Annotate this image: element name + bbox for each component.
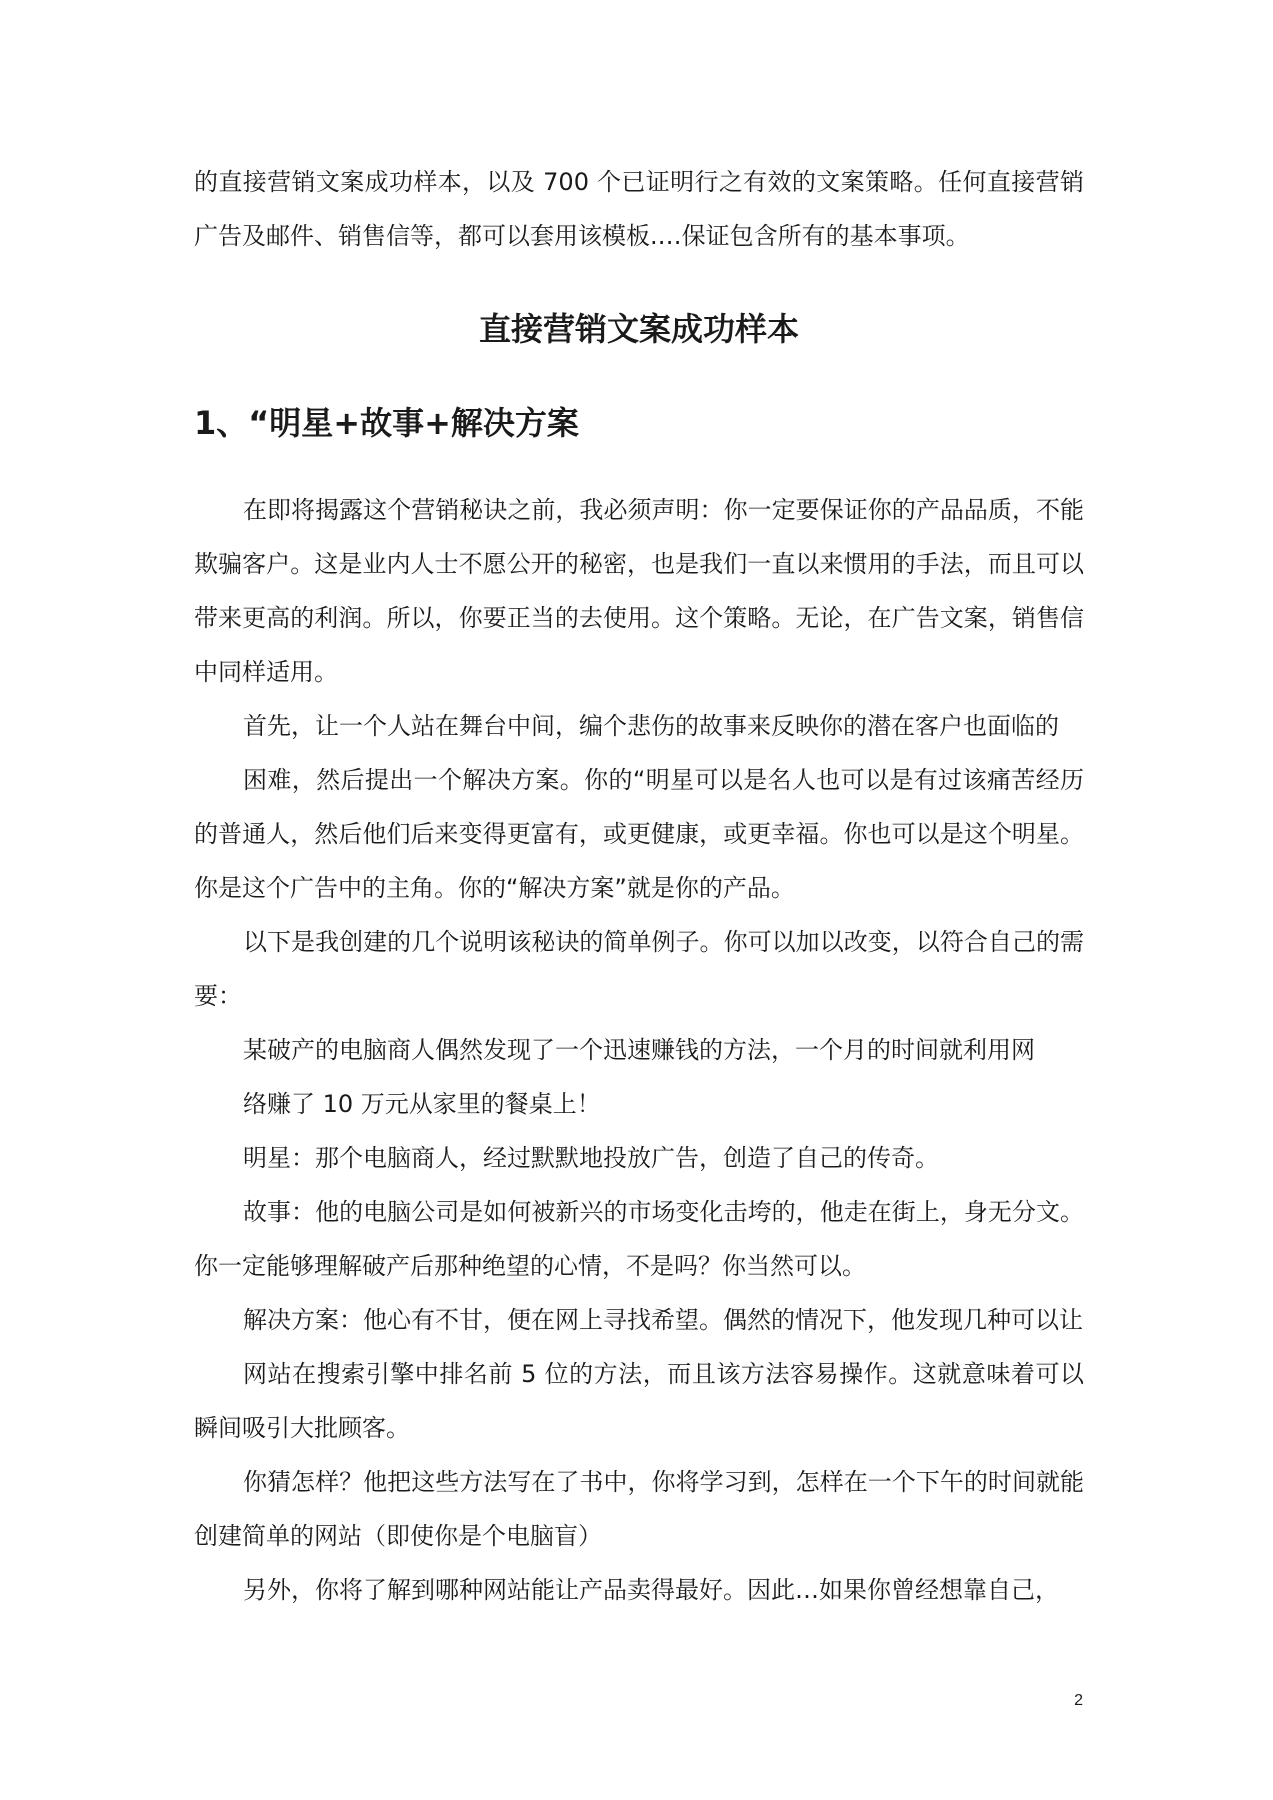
page-number: 2 [1074, 1692, 1083, 1709]
section-body [194, 483, 1084, 1617]
body-paragraph: 首先，让一个人站在舞台中间，编个悲伤的故事来反映你的潜在客户也面临的 [243, 712, 1059, 740]
section-heading: 1、“明星+故事+解决方案 [194, 404, 579, 442]
page-content [194, 155, 1084, 1617]
body-paragraph: 故事：他的电脑公司是如何被新兴的市场变化击垮的，他走在街上，身无分文。你一定能够理解破产后那种绝望的心情，不是吗？你当然可以。 [194, 1198, 1084, 1280]
body-paragraph: 网站在搜索引擎中排名前 5 位的方法，而且该方法容易操作。这就意味着可以瞬间吸引大批顾客。 [194, 1360, 1084, 1442]
body-paragraph: 你猜怎样？他把这些方法写在了书中，你将学习到，怎样在一个下午的时间就能创建简单的网站（即使你是个电脑盲） [194, 1468, 1084, 1550]
body-paragraph: 以下是我创建的几个说明该秘诀的简单例子。你可以加以改变，以符合自己的需要： [194, 928, 1084, 1010]
body-paragraph: 解决方案：他心有不甘，便在网上寻找希望。偶然的情况下，他发现几种可以让 [243, 1306, 1083, 1334]
body-paragraph: 某破产的电脑商人偶然发现了一个迅速赚钱的方法，一个月的时间就利用网 [243, 1036, 1035, 1064]
body-paragraph: 困难，然后提出一个解决方案。你的“明星可以是名人也可以是有过该痛苦经历的普通人，然后他们后来变得更富有，或更健康，或更幸福。你也可以是这个明星。你是这个广告中的主角。你的“解决方案”就是你的产品。 [194, 766, 1084, 902]
body-paragraph: 明星：那个电脑商人，经过默默地投放广告，创造了自己的传奇。 [243, 1144, 939, 1172]
body-paragraph: 另外，你将了解到哪种网站能让产品卖得最好。因此…如果你曾经想靠自己， [243, 1576, 1059, 1604]
body-paragraph: 在即将揭露这个营销秘诀之前，我必须声明：你一定要保证你的产品品质，不能欺骗客户。这是业内人士不愿公开的秘密，也是我们一直以来惯用的手法，而且可以带来更高的利润。所以，你要正当的去使用。这个策略。无论，在广告文案，销售信中同样适用。 [194, 496, 1084, 686]
intro-paragraph: 的直接营销文案成功样本，以及 700 个已证明行之有效的文案策略。任何直接营销广告及邮件、销售信等，都可以套用该模板.…保证包含所有的基本事项。 [194, 168, 1084, 250]
body-paragraph: 络赚了 10 万元从家里的餐桌上！ [243, 1090, 601, 1118]
main-heading: 直接营销文案成功样本 [478, 310, 799, 348]
